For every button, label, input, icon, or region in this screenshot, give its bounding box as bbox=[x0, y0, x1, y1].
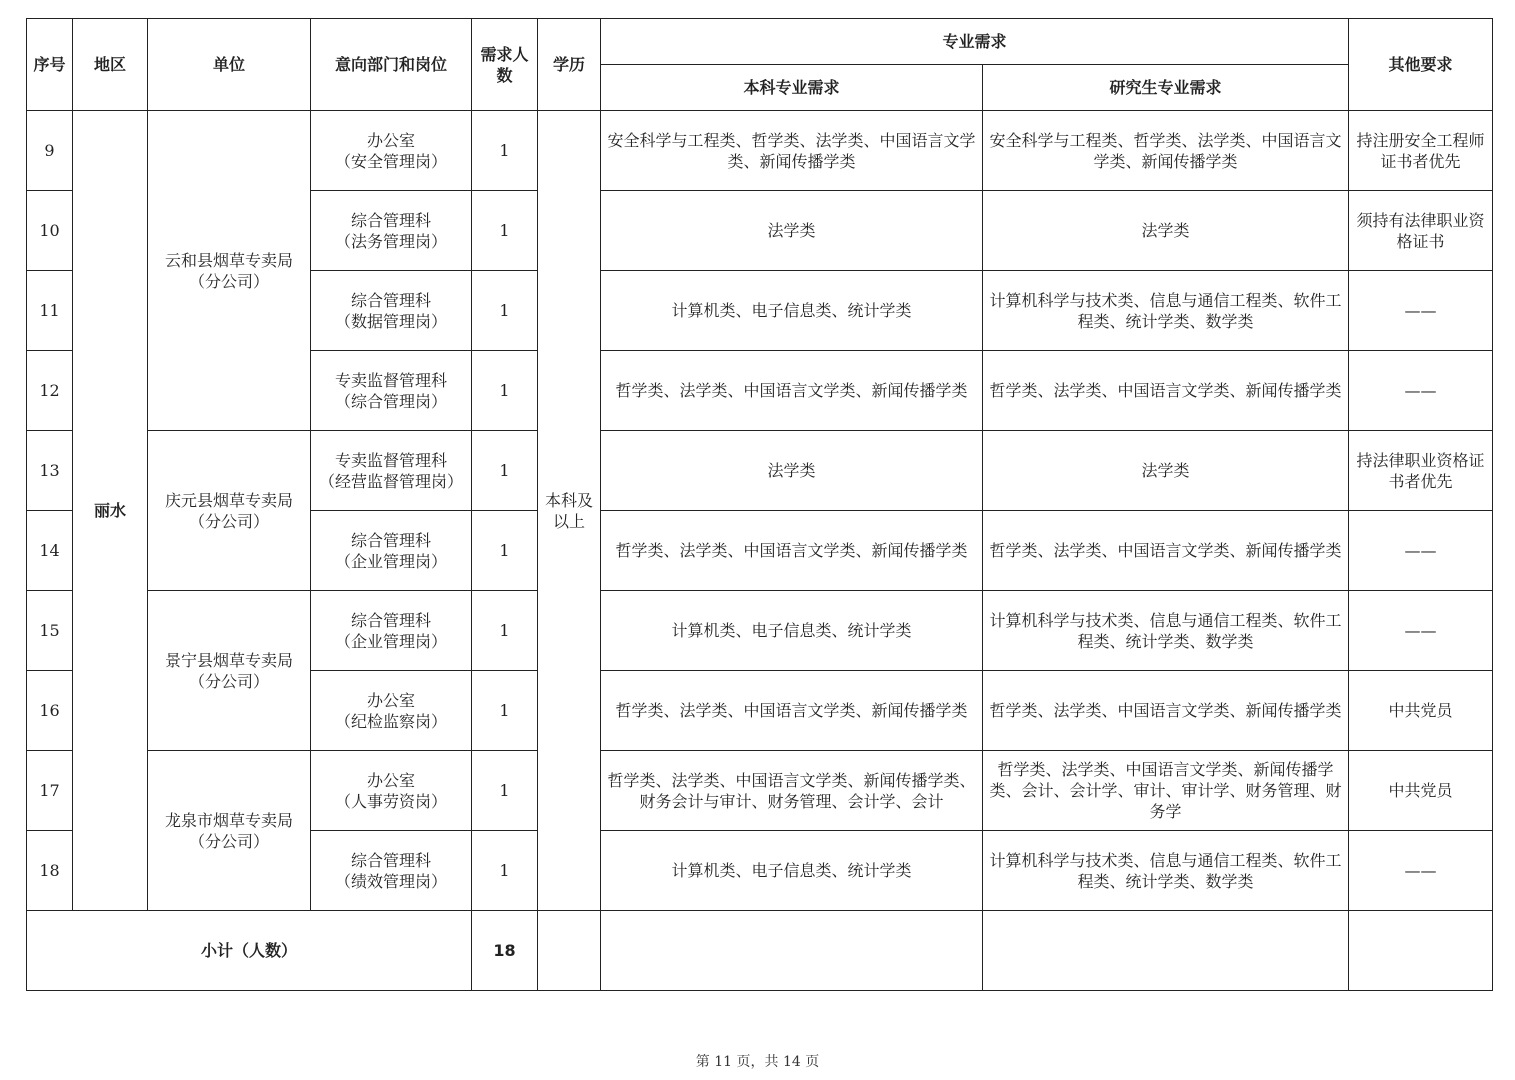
subtotal-count: 18 bbox=[472, 911, 538, 991]
unit-cell: 龙泉市烟草专卖局（分公司） bbox=[148, 751, 311, 911]
header-unit: 单位 bbox=[148, 19, 311, 111]
post-name: （法务管理岗） bbox=[334, 231, 447, 251]
header-seq: 序号 bbox=[27, 19, 73, 111]
dept-name: 综合管理科 bbox=[350, 530, 431, 550]
seq-cell: 17 bbox=[27, 751, 73, 831]
other-cell: —— bbox=[1349, 351, 1493, 431]
count-cell: 1 bbox=[472, 511, 538, 591]
subtotal-label: 小计（人数） bbox=[27, 911, 472, 991]
other-cell: 中共党员 bbox=[1349, 671, 1493, 751]
postgrad-cell: 哲学类、法学类、中国语言文学类、新闻传播学类 bbox=[983, 671, 1349, 751]
header-education: 学历 bbox=[538, 19, 601, 111]
dept-post-cell bbox=[311, 351, 472, 431]
dept-name: 综合管理科 bbox=[350, 290, 431, 310]
header-other-req: 其他要求 bbox=[1349, 19, 1493, 111]
empty-cell bbox=[1349, 911, 1493, 991]
postgrad-cell: 法学类 bbox=[983, 431, 1349, 511]
count-cell: 1 bbox=[472, 751, 538, 831]
dept-post-cell bbox=[311, 431, 472, 511]
dept-name: 办公室 bbox=[366, 130, 415, 150]
post-name: （企业管理岗） bbox=[334, 631, 447, 651]
count-cell: 1 bbox=[472, 831, 538, 911]
post-name: （纪检监察岗） bbox=[334, 711, 447, 731]
postgrad-cell: 哲学类、法学类、中国语言文学类、新闻传播学类、会计、会计学、审计、审计学、财务管理、财务学 bbox=[983, 751, 1349, 831]
undergrad-cell: 法学类 bbox=[601, 191, 983, 271]
header-major-req: 专业需求 bbox=[601, 19, 1349, 65]
dept-post-cell bbox=[311, 511, 472, 591]
seq-cell: 18 bbox=[27, 831, 73, 911]
post-name: （数据管理岗） bbox=[334, 311, 447, 331]
dept-name: 专卖监督管理科 bbox=[334, 450, 447, 470]
post-name: （人事劳资岗） bbox=[334, 791, 447, 811]
postgrad-cell: 计算机科学与技术类、信息与通信工程类、软件工程类、统计学类、数学类 bbox=[983, 271, 1349, 351]
postgrad-cell: 安全科学与工程类、哲学类、法学类、中国语言文学类、新闻传播学类 bbox=[983, 111, 1349, 191]
seq-cell: 15 bbox=[27, 591, 73, 671]
undergrad-cell: 哲学类、法学类、中国语言文学类、新闻传播学类 bbox=[601, 351, 983, 431]
undergrad-cell: 安全科学与工程类、哲学类、法学类、中国语言文学类、新闻传播学类 bbox=[601, 111, 983, 191]
recruitment-table bbox=[26, 18, 1493, 991]
count-cell: 1 bbox=[472, 351, 538, 431]
dept-name: 综合管理科 bbox=[350, 210, 431, 230]
post-name: （安全管理岗） bbox=[334, 151, 447, 171]
dept-name: 专卖监督管理科 bbox=[334, 370, 447, 390]
count-cell: 1 bbox=[472, 191, 538, 271]
other-cell: 中共党员 bbox=[1349, 751, 1493, 831]
undergrad-cell: 法学类 bbox=[601, 431, 983, 511]
subtotal-row bbox=[27, 911, 1493, 991]
dept-post-cell bbox=[311, 191, 472, 271]
other-cell: —— bbox=[1349, 831, 1493, 911]
table-row bbox=[27, 751, 1493, 831]
education-cell: 本科及以上 bbox=[538, 111, 601, 911]
postgrad-cell: 哲学类、法学类、中国语言文学类、新闻传播学类 bbox=[983, 351, 1349, 431]
seq-cell: 16 bbox=[27, 671, 73, 751]
other-cell: 须持有法律职业资格证书 bbox=[1349, 191, 1493, 271]
empty-cell bbox=[538, 911, 601, 991]
other-cell: 持注册安全工程师证书者优先 bbox=[1349, 111, 1493, 191]
dept-post-cell bbox=[311, 751, 472, 831]
dept-post-cell bbox=[311, 831, 472, 911]
postgrad-cell: 哲学类、法学类、中国语言文学类、新闻传播学类 bbox=[983, 511, 1349, 591]
undergrad-cell: 计算机类、电子信息类、统计学类 bbox=[601, 271, 983, 351]
seq-cell: 14 bbox=[27, 511, 73, 591]
post-name: （经营监督管理岗） bbox=[318, 471, 463, 491]
postgrad-cell: 法学类 bbox=[983, 191, 1349, 271]
count-cell: 1 bbox=[472, 271, 538, 351]
dept-name: 办公室 bbox=[366, 690, 415, 710]
postgrad-cell: 计算机科学与技术类、信息与通信工程类、软件工程类、统计学类、数学类 bbox=[983, 591, 1349, 671]
undergrad-cell: 计算机类、电子信息类、统计学类 bbox=[601, 831, 983, 911]
other-cell: 持法律职业资格证书者优先 bbox=[1349, 431, 1493, 511]
header-dept-post: 意向部门和岗位 bbox=[311, 19, 472, 111]
dept-name: 办公室 bbox=[366, 770, 415, 790]
dept-post-cell bbox=[311, 271, 472, 351]
unit-cell: 云和县烟草专卖局（分公司） bbox=[148, 111, 311, 431]
header-postgrad-req: 研究生专业需求 bbox=[983, 65, 1349, 111]
dept-post-cell bbox=[311, 671, 472, 751]
seq-cell: 13 bbox=[27, 431, 73, 511]
other-cell: —— bbox=[1349, 511, 1493, 591]
region-cell: 丽水 bbox=[73, 111, 148, 911]
count-cell: 1 bbox=[472, 671, 538, 751]
postgrad-cell: 计算机科学与技术类、信息与通信工程类、软件工程类、统计学类、数学类 bbox=[983, 831, 1349, 911]
undergrad-cell: 哲学类、法学类、中国语言文学类、新闻传播学类 bbox=[601, 671, 983, 751]
empty-cell bbox=[983, 911, 1349, 991]
seq-cell: 10 bbox=[27, 191, 73, 271]
count-cell: 1 bbox=[472, 111, 538, 191]
dept-name: 综合管理科 bbox=[350, 850, 431, 870]
seq-cell: 9 bbox=[27, 111, 73, 191]
dept-post-cell bbox=[311, 591, 472, 671]
header-undergrad-req: 本科专业需求 bbox=[601, 65, 983, 111]
table-row bbox=[27, 591, 1493, 671]
other-cell: —— bbox=[1349, 591, 1493, 671]
dept-name: 综合管理科 bbox=[350, 610, 431, 630]
post-name: （绩效管理岗） bbox=[334, 871, 447, 891]
dept-post-cell bbox=[311, 111, 472, 191]
other-cell: —— bbox=[1349, 271, 1493, 351]
table-row bbox=[27, 111, 1493, 191]
post-name: （综合管理岗） bbox=[334, 391, 447, 411]
header-region: 地区 bbox=[73, 19, 148, 111]
header-demand-count: 需求人数 bbox=[472, 19, 538, 111]
count-cell: 1 bbox=[472, 431, 538, 511]
seq-cell: 12 bbox=[27, 351, 73, 431]
undergrad-cell: 哲学类、法学类、中国语言文学类、新闻传播学类、财务会计与审计、财务管理、会计学、会计 bbox=[601, 751, 983, 831]
page-footer: 第 11 页，共 14 页 bbox=[695, 1054, 820, 1070]
unit-cell: 庆元县烟草专卖局（分公司） bbox=[148, 431, 311, 591]
undergrad-cell: 哲学类、法学类、中国语言文学类、新闻传播学类 bbox=[601, 511, 983, 591]
undergrad-cell: 计算机类、电子信息类、统计学类 bbox=[601, 591, 983, 671]
post-name: （企业管理岗） bbox=[334, 551, 447, 571]
seq-cell: 11 bbox=[27, 271, 73, 351]
count-cell: 1 bbox=[472, 591, 538, 671]
empty-cell bbox=[601, 911, 983, 991]
table-row bbox=[27, 431, 1493, 511]
unit-cell: 景宁县烟草专卖局（分公司） bbox=[148, 591, 311, 751]
